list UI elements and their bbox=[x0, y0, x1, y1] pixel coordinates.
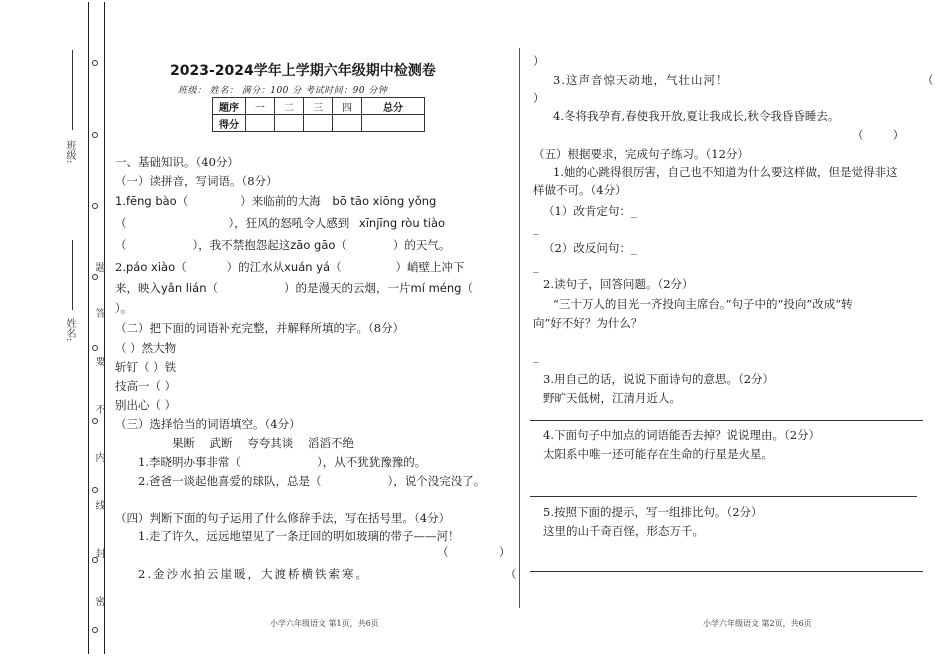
sentence-q3-title: 3.用自己的话，说说下面诗句的意思。（2分） bbox=[543, 372, 775, 386]
score-col-header: 三 bbox=[304, 98, 333, 115]
idiom-item[interactable]: 斩钉（ ）铁 bbox=[115, 360, 177, 374]
rhetoric-q2: 2.金沙水拍云崖暖，大渡桥横铁索寒。 bbox=[138, 567, 369, 581]
q1-text: ），我不禁抱怨起这 bbox=[192, 238, 291, 252]
pinyin-word: bō tāo xiōng yǒng bbox=[332, 194, 437, 208]
rhetoric-q4-paren[interactable]: （ ） bbox=[852, 128, 905, 142]
score-cell[interactable] bbox=[246, 115, 275, 132]
score-col-header: 一 bbox=[246, 98, 275, 115]
pinyin-word: xuán yá bbox=[284, 260, 331, 274]
answer-line[interactable] bbox=[530, 420, 923, 421]
sentence-q2-line2: 向”好不好？为什么？ bbox=[533, 316, 643, 330]
subsection-4-heading: （四）判断下面的句子运用了什么修辞手法，写在括号里。（4分） bbox=[115, 511, 451, 525]
choice-q2 bbox=[138, 473, 485, 489]
sentence-q1-line1: 1.她的心跳得很厉害，自己也不知道为什么要这样做，但是觉得非这 bbox=[553, 165, 898, 179]
score-table bbox=[212, 97, 425, 132]
choice-q2-text: 2.爸爸一谈起他喜爱的球队，总是（ bbox=[138, 474, 322, 488]
binding-hole bbox=[92, 203, 98, 209]
q1-text: ）来临前的大海 bbox=[240, 194, 321, 208]
rhetoric-q3: 3.这声音惊天动地，气壮山河！ bbox=[553, 73, 729, 87]
binding-hole bbox=[92, 132, 98, 138]
word-choices: 果断 武断 夸夸其谈 滔滔不绝 bbox=[172, 436, 354, 450]
answer-line-marker[interactable]: _ bbox=[533, 221, 539, 235]
seal-char: 不 bbox=[93, 404, 104, 414]
choice-q1 bbox=[138, 454, 426, 470]
answer-line[interactable] bbox=[530, 496, 917, 497]
pinyin-q2-line1 bbox=[115, 259, 465, 275]
rhetoric-q1-paren-open[interactable]: （ bbox=[437, 545, 449, 559]
q1-text: ），狂风的怒吼令人感到 bbox=[228, 216, 350, 230]
sentence-q4-title: 4.下面句子中加点的词语能否去掉？说说理由。（2分） bbox=[543, 428, 821, 442]
rhetoric-q2-paren-open[interactable]: （ bbox=[505, 567, 517, 581]
score-table-header bbox=[213, 98, 425, 115]
score-cell[interactable] bbox=[333, 115, 362, 132]
pinyin-q2-line2 bbox=[115, 280, 473, 296]
idiom-item[interactable]: 技高一（ ） bbox=[115, 379, 177, 393]
idiom-item[interactable]: 别出心（ ） bbox=[115, 398, 177, 412]
pinyin-q1-line2 bbox=[115, 215, 445, 231]
score-col-header: 总分 bbox=[362, 98, 425, 115]
q2-text: （ bbox=[175, 260, 187, 274]
section-1-heading: 一、基础知识。（40分） bbox=[115, 155, 239, 169]
choice-q1-text: ），从不犹犹豫豫的。 bbox=[316, 455, 427, 469]
pinyin-word: xīnjīng ròu tiào bbox=[358, 216, 446, 230]
seal-char: 题 bbox=[93, 262, 104, 272]
column-divider bbox=[519, 48, 520, 608]
exam-title: 2023-2024学年上学期六年级期中检测卷 bbox=[170, 63, 436, 79]
q2-text: ）峭壁上冲下 bbox=[395, 260, 465, 274]
q2-text: （ bbox=[461, 281, 473, 295]
q2-text: 来，映入 bbox=[115, 281, 161, 295]
binding-hole bbox=[92, 345, 98, 351]
pinyin-word: yǎn lián bbox=[161, 281, 207, 295]
seal-char: 答 bbox=[93, 308, 104, 318]
class-field-line[interactable] bbox=[72, 50, 73, 130]
name-label: 姓名: bbox=[64, 318, 75, 342]
seal-char: 密 bbox=[93, 596, 104, 606]
pinyin-word: mí méng bbox=[410, 281, 462, 295]
rhetoric-q2-paren-close[interactable]: ） bbox=[533, 54, 545, 68]
class-label: 班级: bbox=[64, 140, 75, 164]
pinyin-q1-line3 bbox=[115, 237, 450, 253]
sentence-q4-text: 太阳系中唯一还可能存在生命的行星是火星。 bbox=[543, 447, 773, 461]
idiom-item[interactable]: （ ）然大物 bbox=[115, 341, 177, 355]
q1-text: （ bbox=[335, 238, 347, 252]
sentence-q2-title: 2.读句子，回答问题。（2分） bbox=[543, 277, 694, 291]
rhetoric-q1-paren-close[interactable]: ） bbox=[499, 545, 511, 559]
q1-text: （ bbox=[115, 216, 127, 230]
subsection-1-heading: （一）读拼音，写词语。（8分） bbox=[115, 174, 278, 188]
score-row-label: 得分 bbox=[213, 115, 246, 132]
answer-line-marker[interactable]: _ bbox=[533, 349, 539, 363]
seal-char: 内 bbox=[93, 452, 104, 462]
rhetoric-q3-paren-open[interactable]: （ bbox=[922, 73, 934, 87]
page-footer-1: 小学六年级语文 第1页，共6页 bbox=[270, 619, 379, 628]
seal-char: 封 bbox=[93, 548, 104, 558]
seal-char: 线 bbox=[93, 500, 104, 510]
subsection-2-heading: （二）把下面的词语补充完整，并解释所填的字。（8分） bbox=[115, 321, 405, 335]
page-footer-2: 小学六年级语文 第2页，共6页 bbox=[703, 619, 812, 628]
rhetoric-q3-paren-close[interactable]: ） bbox=[533, 91, 545, 105]
pinyin-word: zāo gāo bbox=[290, 238, 336, 252]
score-col-header: 四 bbox=[333, 98, 362, 115]
binding-line-outer bbox=[88, 2, 89, 654]
exam-info: 班级： 姓名： 满分：100 分 考试时间：90 分钟 bbox=[178, 86, 388, 96]
binding-hole bbox=[92, 627, 98, 633]
binding-hole bbox=[92, 274, 98, 280]
sentence-q1-rhetorical[interactable]: （2）改反问句：_ bbox=[543, 241, 637, 255]
q2-text: （ bbox=[330, 260, 342, 274]
sentence-q5-hint: 这里的山千奇百怪，形态万千。 bbox=[543, 524, 704, 538]
subsection-5-heading: （五）根据要求，完成句子练习。（12分） bbox=[533, 147, 749, 161]
answer-line[interactable] bbox=[530, 571, 923, 572]
rhetoric-q4: 4.冬将我孕育,春使我开放,夏让我成长,秋令我昏昏睡去。 bbox=[553, 109, 840, 123]
score-table-row bbox=[213, 115, 425, 132]
q2-text: （ bbox=[206, 281, 219, 295]
subsection-3-heading: （三）选择恰当的词语填空。（4分） bbox=[115, 417, 301, 431]
seal-char: 要 bbox=[93, 356, 104, 366]
q1-text: 1.fēng bào（ bbox=[115, 194, 189, 208]
sentence-q5-title: 5.按照下面的提示，写一组排比句。（2分） bbox=[543, 505, 763, 519]
choice-q2-text: ），说个没完没了。 bbox=[387, 474, 486, 488]
poem-line: 野旷天低树，江清月近人。 bbox=[543, 391, 681, 405]
score-col-header: 二 bbox=[275, 98, 304, 115]
choice-q1-text: 1.李晓明办事非常（ bbox=[138, 455, 241, 469]
answer-line-marker[interactable]: _ bbox=[533, 259, 539, 273]
score-col-header: 题序 bbox=[213, 98, 246, 115]
score-cell[interactable] bbox=[275, 115, 304, 132]
sentence-q1-line2: 样做不可。（4分） bbox=[533, 183, 627, 197]
name-field-line[interactable] bbox=[72, 240, 73, 310]
binding-hole bbox=[92, 60, 98, 66]
q1-text: ）的天气。 bbox=[392, 238, 451, 252]
pinyin-word: páo xiào bbox=[125, 260, 176, 274]
q2-text: ）的江水从 bbox=[226, 260, 285, 274]
rhetoric-q1: 1.走了许久，远远地望见了一条迂回的明如玻璃的带子——河！ bbox=[138, 529, 460, 543]
sentence-q1-affirmative[interactable]: （1）改肯定句：_ bbox=[543, 204, 637, 218]
sentence-q2-line1: “三十万人的目光一齐投向主席台。”句子中的“投向”改成“转 bbox=[553, 297, 853, 311]
q2-text: 2. bbox=[115, 260, 126, 274]
binding-hole bbox=[92, 418, 98, 424]
score-cell[interactable] bbox=[304, 115, 333, 132]
pinyin-q2-line3: ）。 bbox=[115, 301, 133, 315]
binding-hole bbox=[92, 487, 98, 493]
score-cell[interactable] bbox=[362, 115, 425, 132]
pinyin-q1-line1 bbox=[115, 193, 436, 209]
q2-text: ）的是漫天的云烟，一片 bbox=[284, 281, 411, 295]
q1-text: （ bbox=[115, 238, 127, 252]
